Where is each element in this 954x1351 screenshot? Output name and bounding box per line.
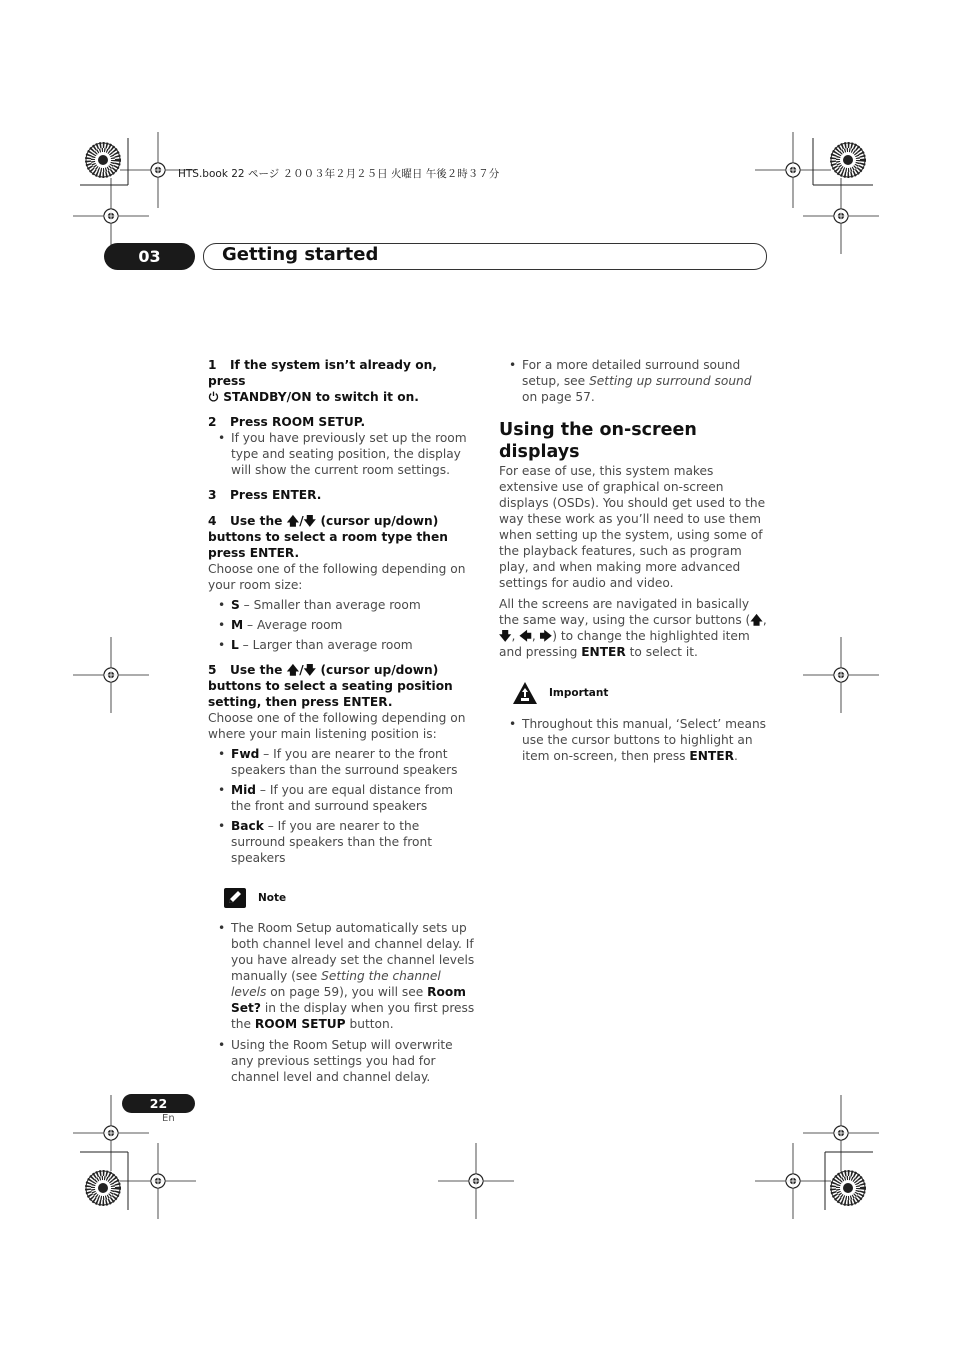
step-4: 4 Use the 🡅/🡇 (cursor up/down) buttons to select a room type then press ENTER.: [208, 514, 448, 560]
important-text: Throughout this manual, ‘Select’ means use the cursor buttons to highlight an item on-screen, then press: [522, 717, 767, 763]
arrow-left-icon: 🡄: [519, 629, 532, 643]
section-heading: Using the on-screen displays: [499, 420, 697, 462]
step-number: 3: [208, 488, 217, 502]
cross-reference: Setting up surround sound: [589, 374, 752, 388]
cross-reference: Setting the channel levels: [231, 969, 441, 999]
step-text: Press ENTER.: [230, 488, 322, 502]
note-text: on page 59), you will see: [266, 985, 428, 999]
arrow-down-icon: 🡇: [499, 629, 512, 643]
right-column: [499, 357, 767, 764]
list-item: [208, 637, 476, 653]
list-item: [208, 920, 476, 1032]
power-icon: [208, 391, 219, 402]
page-number: 22: [122, 1094, 195, 1113]
important-heading: [513, 682, 767, 704]
note-text: in the display when you first press the: [231, 1001, 475, 1031]
important-list: [499, 716, 767, 764]
bullet-text: For a more detailed surround sound setup, see: [522, 358, 741, 388]
left-column: [208, 357, 476, 1085]
paragraph-text: to select it.: [625, 645, 698, 659]
option-key: S: [231, 598, 240, 612]
option-text: – Average room: [243, 618, 343, 632]
list-item: [208, 782, 476, 814]
step-3: [208, 487, 476, 503]
step-1: [208, 357, 476, 405]
step-text: Use the: [230, 663, 283, 677]
step-text: (cursor up/down) buttons to select a room type then press ENTER.: [208, 514, 448, 560]
step-text: If the system isn’t already on, press: [208, 358, 437, 388]
option-text: – If you are nearer to the front speakers than the surround speakers: [231, 747, 458, 777]
option-text: – If you are equal distance from the front and surround speakers: [231, 783, 454, 813]
step-number: 4: [208, 514, 217, 528]
pencil-note-icon: [224, 888, 246, 908]
step-number: 5: [208, 663, 217, 677]
arrow-right-icon: 🡆: [539, 629, 553, 643]
step-4-description: Choose one of the following depending on your room size:: [208, 562, 466, 592]
room-size-list: [208, 597, 476, 653]
list-item: [208, 617, 476, 633]
option-key: M: [231, 618, 244, 632]
surround-bullet: [499, 357, 767, 405]
option-key: Back: [231, 819, 264, 833]
step-text: (cursor up/down) buttons to select a seating position setting, then press ENTER.: [208, 663, 453, 709]
step-2: [208, 414, 476, 430]
option-key: L: [231, 638, 239, 652]
page-language: En: [162, 1113, 175, 1124]
arrow-up-icon: 🡅: [286, 663, 300, 677]
step-2-bullets: [208, 430, 476, 478]
arrow-up-icon: 🡅: [286, 514, 300, 528]
warning-icon: [513, 682, 537, 704]
seating-position-list: [208, 746, 476, 866]
arrow-down-icon: 🡇: [303, 514, 317, 528]
step-5: 5 Use the 🡅/🡇 (cursor up/down) buttons to select a seating position setting, then press ENTER.: [208, 663, 453, 709]
list-item: [499, 716, 767, 764]
note-label: Note: [258, 892, 287, 904]
list-item: [208, 818, 476, 866]
list-item: [499, 357, 767, 405]
arrow-up-icon: 🡅: [750, 613, 763, 627]
option-key: Mid: [231, 783, 257, 797]
paragraph-text: ) to change the highlighted item and pressing: [499, 629, 750, 659]
paragraph-text: All the screens are navigated in basically the same way, using the cursor buttons (: [499, 597, 751, 627]
step-text: Press ROOM SETUP.: [230, 415, 366, 429]
button-name: ENTER: [689, 749, 734, 763]
list-item: • If you have previously set up the room type and seating position, the display will show the current room settings.: [208, 430, 476, 478]
list-item: [208, 597, 476, 613]
option-text: – Smaller than average room: [239, 598, 421, 612]
important-text: .: [733, 749, 738, 763]
step-number: 2: [208, 415, 217, 429]
step-text: Use the: [230, 514, 283, 528]
bullet-text: on page 57.: [522, 390, 595, 404]
chapter-number: 03: [104, 243, 195, 270]
note-text: button.: [345, 1017, 394, 1031]
note-list: [208, 920, 476, 1085]
step-text: STANDBY/ON to switch it on.: [223, 390, 419, 404]
osd-paragraph-2: All the screens are navigated in basically the same way, using the cursor buttons (🡅, 🡇, 🡄, 🡆) to change the highlighted item and pressing ENTER to select it.: [499, 597, 767, 659]
option-text: – Larger than average room: [238, 638, 413, 652]
list-item: • Using the Room Setup will overwrite any previous settings you had for channel level and channel delay.: [208, 1037, 476, 1085]
step-number: 1: [208, 358, 217, 372]
list-item: [208, 746, 476, 778]
display-text: Room Set?: [231, 985, 466, 1015]
note-text: The Room Setup automatically sets up both channel level and channel delay. If you have already set the channel levels manually (see: [231, 921, 475, 983]
print-header: HTS.book 22 ページ ２００３年２月２５日 火曜日 午後２時３７分: [178, 168, 500, 180]
button-name: ROOM SETUP: [254, 1017, 346, 1031]
important-label: Important: [549, 687, 609, 699]
option-key: Fwd: [231, 747, 260, 761]
button-name: ENTER: [581, 645, 626, 659]
osd-paragraph-1: For ease of use, this system makes extensive use of graphical on-screen displays (OSDs). You should get used to the way these work as you’ll need to use them when setting up the system, using some of the playback features, such as program play, and when making more advanced settings for audio and video.: [499, 464, 766, 590]
note-heading: [224, 888, 476, 908]
chapter-title: Getting started: [222, 244, 379, 265]
step-5-description: Choose one of the following depending on where your main listening position is:: [208, 711, 466, 741]
option-text: – If you are nearer to the surround speakers than the front speakers: [231, 819, 432, 865]
arrow-down-icon: 🡇: [303, 663, 317, 677]
